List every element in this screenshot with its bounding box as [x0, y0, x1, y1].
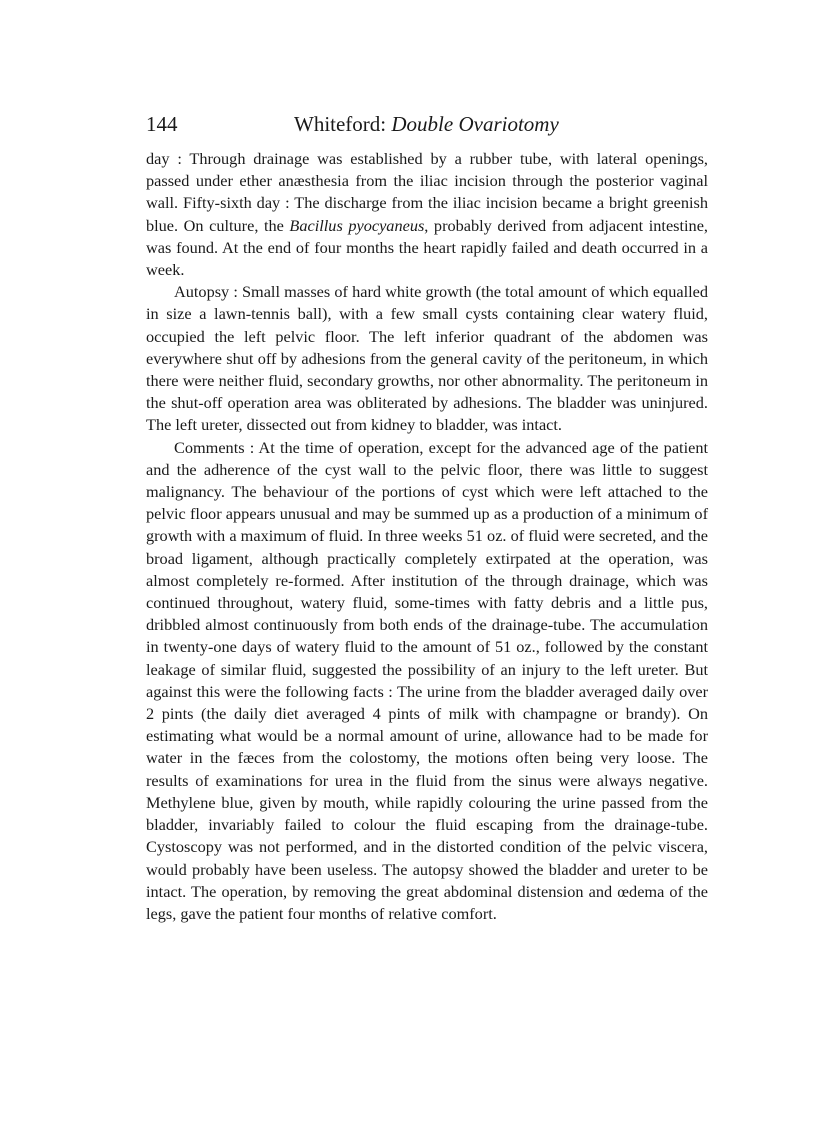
running-head — [146, 112, 708, 148]
running-title-separator: : — [380, 112, 392, 136]
page-number: 144 — [146, 112, 178, 136]
body-text — [146, 148, 708, 925]
paragraph-text: Autopsy : Small masses of hard white growth (the total amount of which equalled in size a lawn-tennis ball), with a few small cysts containing clear watery fluid, occupied the left pelvic floor. The left inferior quadrant of the abdomen was everywhere shut off by adhesions from the general cavity of the peritoneum, in which there were neither fluid, secondary growths, nor other abnormality. The peritoneum in the shut-off operation area was obliterated by adhesions. The bladder was uninjured. The left ureter, dissected out from kidney to bladder, was intact. — [146, 282, 708, 435]
book-page — [146, 112, 708, 925]
paragraph-text: , probably derived from adjacent intestine, was found. At the end of four months the heart rapidly failed and death occurred in a week. — [146, 215, 708, 280]
paragraph — [146, 281, 708, 436]
paragraph — [146, 437, 708, 925]
paragraph — [146, 148, 708, 281]
paragraph-text: day : Through drainage was established by a rubber tube, with lateral openings, passed under ether anæsthesia from the iliac incision through the posterior vaginal wall. Fifty-sixth day : The discharge from the iliac incision became a bright greenish blue. On culture, the — [146, 149, 708, 235]
running-title-author: Whiteford — [294, 112, 381, 136]
running-title-italic: Double Ovariotomy — [391, 112, 559, 136]
paragraph-text: Comments : At the time of operation, except for the advanced age of the patient and the adherence of the cyst wall to the pelvic floor, there was little to suggest malignancy. The behaviour of the portions of cyst which were left attached to the pelvic floor appears unusual and may be summed up as a production of a minimum of growth with a maximum of fluid. In three weeks 51 oz. of fluid were secreted, and the broad ligament, although practically completely extirpated at the operation, was almost completely re-formed. After institution of the through drainage, which was continued throughout, watery fluid, some-times with fatty debris and a little pus, dribbled almost continuously from both ends of the drainage-tube. The accumulation in twenty-one days of watery fluid to the amount of 51 oz., followed by the constant leakage of similar fluid, suggested the possibility of an injury to the left ureter. But against this were the following facts : The urine from the bladder averaged daily over 2 pints (the daily diet averaged 4 pints of milk with champagne or brandy). On estimating what would be a normal amount of urine, allowance had to be made for water in the fæces from the colostomy, the motions often being very loose. The results of examinations for urea in the fluid from the sinus were always negative. Methylene blue, given by mouth, while rapidly colouring the urine passed from the bladder, invariably failed to colour the fluid escaping from the drainage-tube. Cystoscopy was not performed, and in the distorted condition of the pelvic viscera, would probably have been useless. The autopsy showed the bladder and ureter to be intact. The operation, by removing the great abdominal distension and œdema of the legs, gave the patient four months of relative comfort. — [146, 437, 708, 923]
italic-text: Bacillus pyocyaneus — [289, 215, 425, 235]
running-title — [294, 112, 559, 137]
